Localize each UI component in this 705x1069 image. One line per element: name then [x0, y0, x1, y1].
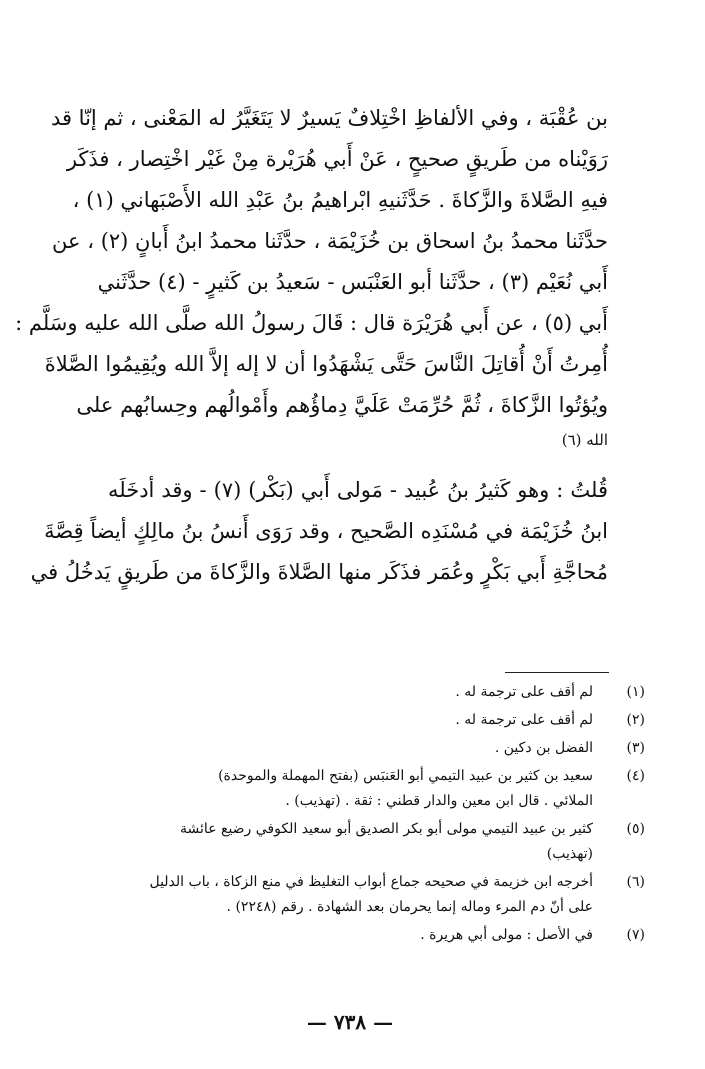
footnote-line: لم أقف على ترجمة له .	[455, 712, 593, 728]
footnote-line: لم أقف على ترجمة له .	[455, 684, 593, 700]
text-line: أُمِرتُ أَنْ أُقاتِلَ النَّاسَ حَتَّى يَشْهَدُوا أن لا إله إلاَّ الله ويُقِيمُوا الصَّلاةَ	[44, 352, 608, 376]
footnote-number: (٣)	[626, 740, 645, 756]
text-line: الله (٦)	[561, 431, 608, 449]
footnote-line: في الأصل : مولى أبي هريرة .	[420, 927, 593, 943]
main-paragraph-1	[15, 98, 608, 454]
footnote	[100, 923, 645, 948]
footnotes	[100, 680, 645, 951]
footnote-text	[100, 923, 593, 948]
text-line: فيهِ الصَّلاةَ والزَّكاةَ . حَدَّثَنيهِ ابْراهيمُ بنُ عَبْدِ الله الأَصْبَهاني (١) ،	[72, 188, 608, 212]
text-line: بن عُقْبَة ، وفي الألفاظِ اخْتِلافٌ يَسيرٌ لا يَتَغَيَّرُ له المَعْنى ، ثم إنّا قد	[50, 106, 608, 130]
footnote-text	[100, 736, 593, 761]
footnote-line: على أنّ دم المرء وماله إنما يحرمان بعد الشهادة . رقم (٢٢٤٨) .	[226, 899, 593, 915]
footnote-line: أخرجه ابن خزيمة في صحيحه جماع أبواب التغليظ في منع الزكاة ، باب الدليل	[149, 874, 593, 890]
footnote	[100, 708, 645, 733]
footnote	[100, 870, 645, 920]
footnote-number: (٢)	[626, 712, 645, 728]
text-line: ابنُ خُزَيْمَة في مُسْنَدِه الصَّحيح ، وقد رَوَى أَنسُ بنُ مالِكٍ أيضاً قِصَّةَ	[44, 519, 608, 543]
text-line: أَبي (٥) ، عن أَبي هُرَيْرَة قال : قَالَ رسولُ الله صلَّى الله عليه وسَلَّم :	[15, 311, 608, 335]
text-line: أَبي نُعَيْم (٣) ، حدَّثَنا أبو العَنْبَس - سَعيدُ بن كَثيرٍ - (٤) حدَّثَني	[97, 270, 608, 294]
footnote	[100, 680, 645, 705]
footnote	[100, 764, 645, 814]
main-paragraph-2	[30, 470, 608, 593]
footnote-line: سعيد بن كثير بن عبيد التيمي أبو العَنبَس (بفتح المهملة والموحدة)	[218, 768, 593, 784]
text-line: ويُؤتُوا الزَّكاةَ ، ثُمَّ حُرِّمَتْ عَلَيَّ دِماؤُهم وأَمْوالُهم وحِسابُهم على	[76, 393, 608, 417]
footnote-text	[100, 708, 593, 733]
footnote-line: الملائي . قال ابن معين والدار قطني : ثقة . (تهذيب) .	[285, 793, 593, 809]
footnote-number: (٤)	[626, 768, 645, 784]
footnote-number: (١)	[626, 684, 645, 700]
text-line: حدَّثَنا محمدُ بنُ اسحاق بن خُزَيْمَة ، حدَّثَنا محمدُ ابنُ أَبانٍ (٢) ، عن	[52, 229, 608, 253]
footnote-number: (٥)	[626, 821, 645, 837]
text-line: قُلتُ : وهو كَثيرُ بنُ عُبيد - مَولى أَبي (بَكْر) (٧) - وقد أدخَلَه	[108, 478, 608, 502]
footnote	[100, 736, 645, 761]
page-number: — ٧٣٨ —	[306, 1010, 394, 1034]
footnote-text	[100, 817, 593, 867]
footnote-text	[100, 870, 593, 920]
footnote-number: (٧)	[626, 927, 645, 943]
text-line: رَوَيْناه من طَريقٍ صحيحٍ ، عَنْ أَبي هُرَيْرة مِنْ غَيْر اخْتِصار ، فذَكَر	[66, 147, 608, 171]
footnote-number: (٦)	[626, 874, 645, 890]
footnote-line: الفضل بن دكين .	[494, 740, 593, 756]
footnote-text	[100, 680, 593, 705]
footnote-divider	[505, 672, 609, 673]
footnote	[100, 817, 645, 867]
footnote-line: (تهذيب)	[546, 846, 593, 862]
footnote-text	[100, 764, 593, 814]
footnote-line: كثير بن عبيد التيمي مولى أبو بكر الصديق أبو سعيد الكوفي رضيع عائشة	[180, 821, 593, 837]
text-line: مُحاجَّةِ أَبي بَكْرٍ وعُمَر فذَكَر منها الصَّلاةَ والزَّكاةَ من طَريقٍ يَدخُلُ في	[30, 560, 608, 584]
